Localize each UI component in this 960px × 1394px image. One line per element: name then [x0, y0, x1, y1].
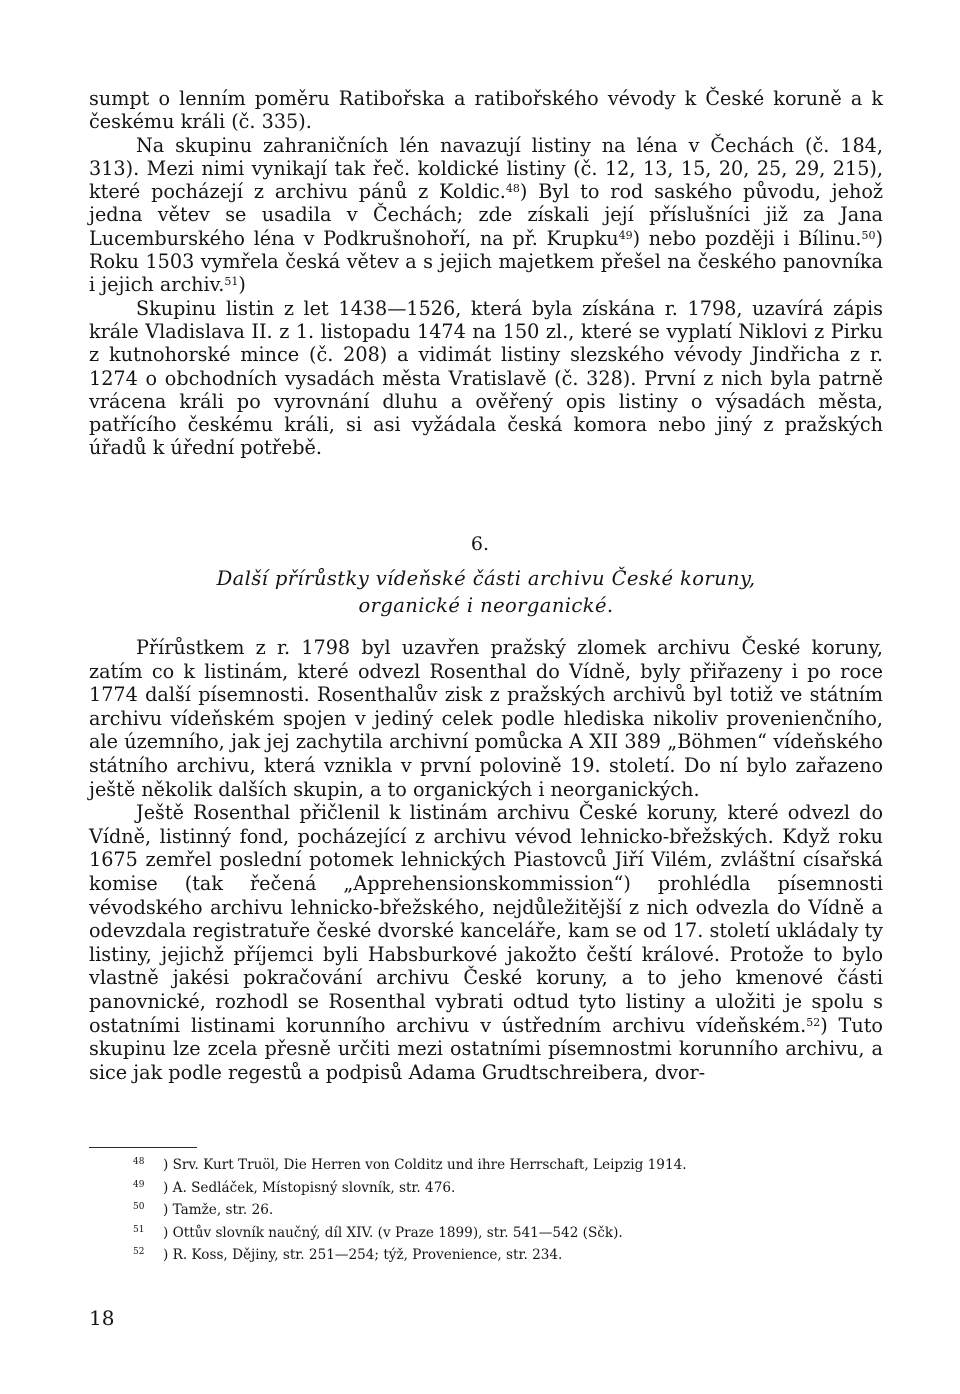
footnote-ref[interactable]: 50: [861, 228, 876, 242]
footnote-ref[interactable]: 51: [224, 275, 239, 289]
section-number: 6.: [470, 533, 490, 555]
footnote-number: 48: [133, 1157, 145, 1167]
paragraph: sumpt o lenním poměru Ratibořska a ratibořského vévody k České koruně a k českému králi (č. 335).: [89, 87, 883, 134]
footnote-divider: [89, 1147, 197, 1148]
section-title-line: Další přírůstky vídeňské části archivu České koruny,: [216, 567, 756, 590]
footnote: $^{48}$ ) Srv. Kurt Truöl, Die Herren von Colditz und ihre Herrschaft, Leipzig 1914.: [133, 1157, 687, 1173]
paragraph: Přírůstkem z r. 1798 byl uzavřen pražský zlomek archivu České koruny, zatím co k listinám, které odvezl Rosenthal do Vídně, byly přiřazeny i po roce 1774 další písemnosti. Rosenthalův zisk z pražských archivů byl totiž ve státním archivu vídeňském spojen v jediný celek podle hlediska nikoliv provenienčního, ale územního, jak jej zachytila archivní pomůcka A XII 389 „Böhmen“ vídeňského státního archivu, která vznikla v první polovině 19. století. Do ní bylo zařazeno ještě několik dalších skupin, a to organických i neorganických.: [89, 636, 883, 801]
footnote-number: 49: [133, 1179, 145, 1190]
footnote-number: 50: [133, 1202, 145, 1213]
paragraph: Na skupinu zahraničních lén navazují listiny na léna v Čechách (č. 184, 313). Mezi nimi vynikají tak řeč. koldické listiny (č. 12, 13, 15, 20, 25, 29, 215), které pocházejí z archivu pánů z Koldic.$^{48}$) Byl to rod saského původu, jehož jedna větev se usadila v Čechách; zde získali její příslušníci již za Jana Lucemburského léna v Podkrušnohoří, na př. Krupku$^{49}$) nebo později i Bílinu.$^{50}$) Roku 1503 vymřela česká větev a s jejich majetkem přešel na českého panovníka i jejich archiv.$^{51}$): [89, 133, 884, 297]
footnotes: [133, 1154, 853, 1267]
top-text-block: [89, 87, 883, 460]
footnote: $^{52}$ ) R. Koss, Dějiny, str. 251—254; týž, Provenience, str. 234.: [133, 1247, 563, 1264]
footnote-ref[interactable]: 48: [505, 182, 520, 196]
paragraph: Ještě Rosenthal přičlenil k listinám archivu České koruny, které odvezl do Vídně, listinný fond, pocházející z archivu vévod lehnicko-břežských. Když roku 1675 zemřel poslední potomek lehnických Piastovců Jiří Vilém, zvláštní císařská komise (tak řečená „Apprehensionskommission“) prohlédla písemnosti vévodského archivu lehnicko-břežského, nejdůležitější z nich odvezla do Vídně a odevzdala registratuře české dvorské kanceláře, kam se od 17. století ukládaly ty listiny, jejichž příjemci byli Habsburkové jakožto čeští králové. Protože to bylo vlastně jakési pokračování archivu České koruny, a to jeho kmenové části panovnické, rozhodl se Rosenthal vybrati odtud tyto listiny a uložiti je spolu s ostatními listinami korunního archivu v ústředním archivu vídeňském.$^{52}$) Tuto skupinu lze zcela přesně určiti mezi ostatními písemnostmi korunního archivu, a sice jak podle regestů a podpisů Adama Grudtschreibera, dvor-: [89, 801, 883, 1084]
page-number: 18: [89, 1306, 115, 1330]
section-title: [89, 565, 883, 619]
footnote: $^{49}$ ) A. Sedláček, Místopisný slovník, str. 476.: [133, 1179, 456, 1196]
footnote-number: 52: [133, 1247, 145, 1258]
paragraph: Skupinu listin z let 1438—1526, která byla získána r. 1798, uzavírá zápis krále Vladislava II. z 1. listopadu 1474 na 150 zl., které se vyplatí Niklovi z Pirku z kutnohorské mince (č. 208) a vidimát listiny slezského vévody Jindřicha z r. 1274 o obchodních vysadách města Vratislavě (č. 328). První z nich byla patrně vrácena králi po vyrovnání dluhu a ověřený opis listiny o výsadách města, patřícího českému králi, si asi vyžádala česká komora nebo jiný z pražských úřadů k úřední potřebě.: [89, 296, 883, 460]
footnote-ref[interactable]: 49: [618, 228, 633, 242]
footnote-ref[interactable]: 52: [806, 1015, 821, 1029]
section-body: [89, 636, 883, 1084]
footnote-number: 51: [133, 1224, 145, 1235]
footnote: $^{50}$ ) Tamže, str. 26.: [133, 1202, 274, 1219]
section-title-line: organické i neorganické.: [358, 594, 614, 617]
footnote: $^{51}$ ) Ottův slovník naučný, díl XIV. (v Praze 1899), str. 541—542 (Sčk).: [133, 1224, 623, 1241]
